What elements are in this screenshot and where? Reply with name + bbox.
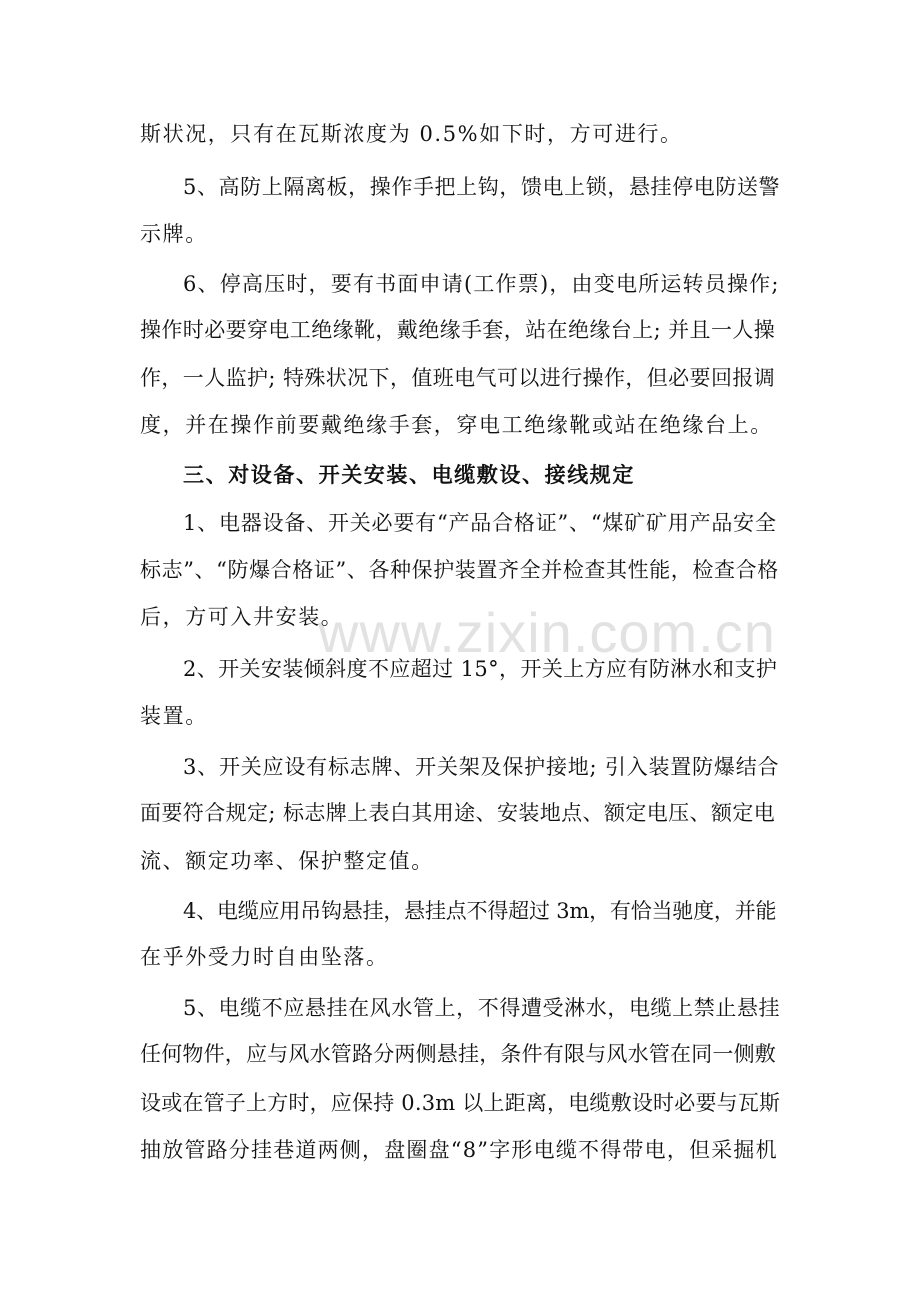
paragraph-line: 度，并在操作前要戴绝缘手套，穿电工绝缘靴或站在绝缘台上。 (140, 413, 773, 437)
paragraph-line: 任何物件，应与风水管路分两侧悬挂，条件有限与风水管在同一侧敷 (140, 1042, 776, 1066)
paragraph-line: 装置。 (140, 704, 208, 728)
paragraph-line: 后，方可入井安装。 (140, 605, 344, 629)
paragraph-line: 面要符合规定; 标志牌上表白其用途、安装地点、额定电压、额定电 (140, 801, 776, 825)
paragraph-line: 流、额定功率、保护整定值。 (140, 849, 434, 873)
paragraph-line: 1、电器设备、开关必要有“产品合格证”、“煤矿矿用产品安全 (183, 511, 777, 535)
paragraph-line: 5、高防上隔离板，操作手把上钩，馈电上锁，悬挂停电防送警 (183, 175, 781, 199)
paragraph-line: 抽放管路分挂巷道两侧，盘圈盘“8”字形电缆不得带电，但采掘机 (140, 1138, 778, 1162)
section-heading: 三、对设备、开关安装、电缆敷设、接线规定 (183, 463, 635, 487)
paragraph-line: 6、停高压时，要有书面申请(工作票)，由变电所运转员操作; (183, 272, 780, 296)
paragraph-line: 在乎外受力时自由坠落。 (140, 945, 389, 969)
watermark: www.zixin.com.cn (318, 601, 776, 664)
paragraph-line: 3、开关应设有标志牌、开关架及保护接地; 引入装置防爆结合 (183, 755, 780, 779)
paragraph-line: 作，一人监护; 特殊状况下，值班电气可以进行操作，但必要回报调 (140, 366, 776, 390)
paragraph-line: 2、开关安装倾斜度不应超过 15°，开关上方应有防淋水和支护 (183, 657, 778, 681)
paragraph-line: 操作时必要穿电工绝缘靴，戴绝缘手套，站在绝缘台上; 并且一人操 (140, 318, 776, 342)
paragraph-line: 斯状况，只有在瓦斯浓度为 0.5%如下时，方可进行。 (140, 122, 683, 146)
paragraph-line: 示牌。 (140, 222, 208, 246)
paragraph-line: 设或在管子上方时，应保持 0.3m 以上距离，电缆敷设时必要与瓦斯 (140, 1091, 781, 1115)
paragraph-line: 4、电缆应用吊钩悬挂，悬挂点不得超过 3m，有恰当驰度，并能 (183, 899, 777, 923)
paragraph-line: 5、电缆不应悬挂在风水管上，不得遭受淋水，电缆上禁止悬挂 (183, 996, 781, 1020)
paragraph-line: 标志”、“防爆合格证”、各种保护装置齐全并检查其性能，检查合格 (140, 558, 779, 582)
